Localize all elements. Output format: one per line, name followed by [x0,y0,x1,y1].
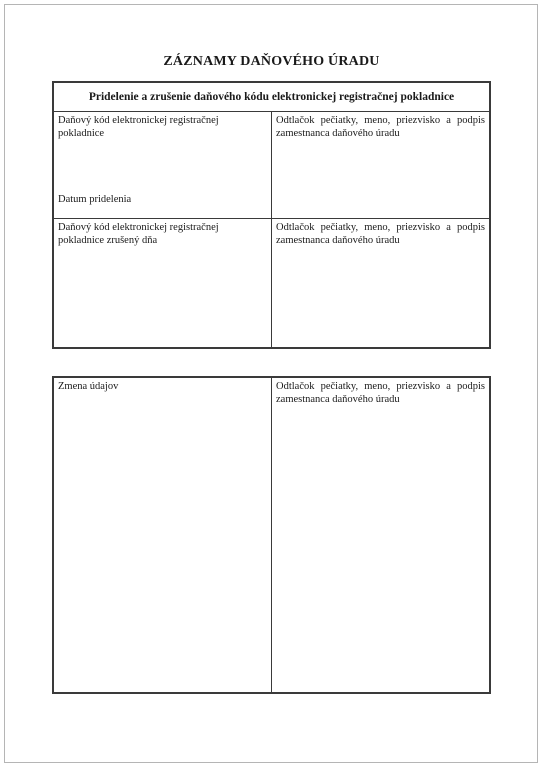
data-change-table [52,376,491,694]
data-change-cell [54,378,272,692]
cancelled-tax-code-label: Daňový kód elektronickej registračnej pokladnice zrušený dňa [58,222,219,246]
stamp-signature-label: Odtlačok pečiatky, meno, priezvisko a podpis zamestnanca daňového úradu [276,115,485,139]
assignment-row [54,112,489,219]
stamp-signature-cell [272,378,489,692]
cancelled-tax-code-cell [54,219,272,349]
data-change-row [54,378,489,692]
stamp-signature-cell [272,219,489,349]
data-change-label: Zmena údajov [58,381,119,392]
tax-code-cell [54,112,272,218]
stamp-signature-label: Odtlačok pečiatky, meno, priezvisko a podpis zamestnanca daňového úradu [276,222,485,246]
stamp-signature-cell [272,112,489,218]
assignment-cancellation-table [52,81,491,349]
tax-code-label: Daňový kód elektronickej registračnej pokladnice [58,115,219,139]
assignment-date-label: Datum pridelenia [58,194,132,205]
page-title: ZÁZNAMY DAŇOVÉHO ÚRADU [163,54,380,69]
cancellation-row [54,219,489,349]
table-header: Pridelenie a zrušenie daňového kódu elektronickej registračnej pokladnice [54,83,489,112]
stamp-signature-label: Odtlačok pečiatky, meno, priezvisko a podpis zamestnanca daňového úradu [276,381,485,405]
